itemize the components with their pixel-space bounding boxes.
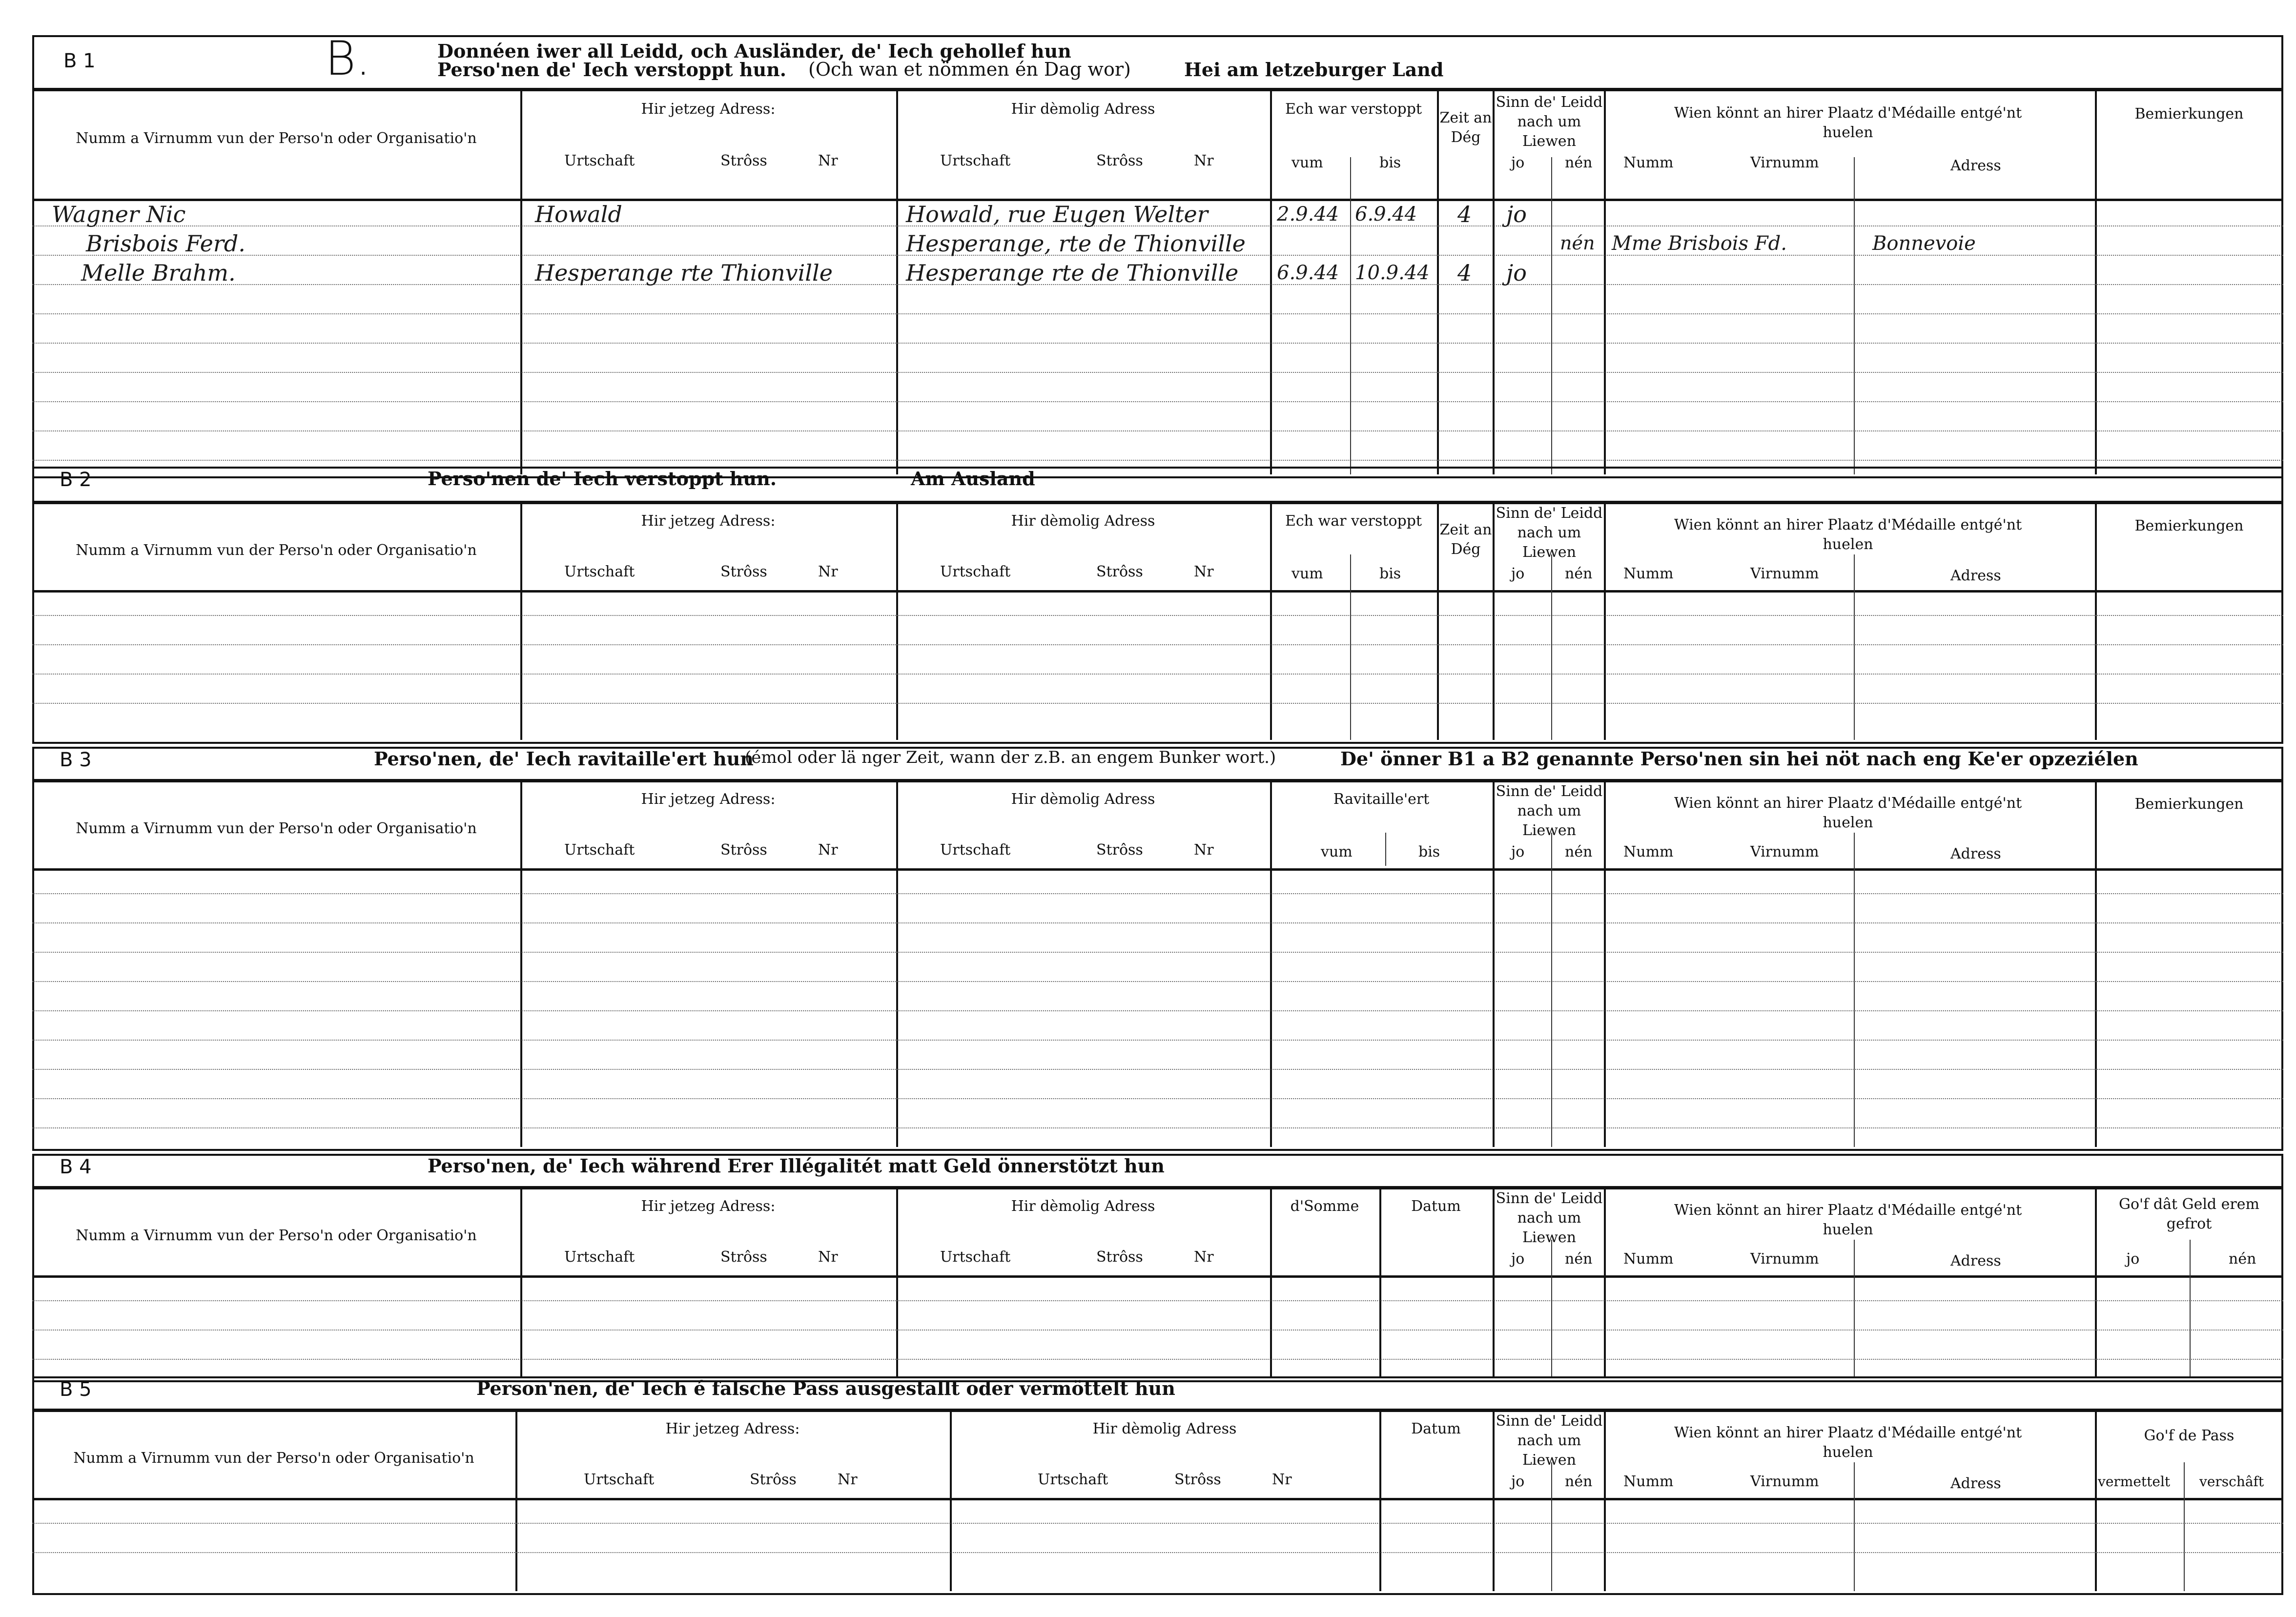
- col-money-header: Go'f dât Geld erem gefrot: [2119, 1196, 2259, 1232]
- table-row-3-yes: jo: [1506, 260, 1527, 286]
- col-medal-name: Numm: [1623, 1250, 1674, 1268]
- col-former-nr: Nr: [1194, 1249, 1214, 1266]
- table-row-3-current: Hesperange rte Thionville: [535, 260, 833, 286]
- col-alive-header: Sinn de' Leidd nach um Liewen: [1496, 1190, 1603, 1246]
- col-alive-header: Sinn de' Leidd nach um Liewen: [1496, 505, 1603, 561]
- table-row-1-current: Howald: [535, 201, 622, 227]
- col-name-header: Numm a Virnumm vun der Perso'n oder Organisatio'n: [76, 542, 477, 559]
- col-former-address-header: Hir dèmolig Adress: [1011, 512, 1155, 530]
- col-former-address-header: Hir dèmolig Adress: [1011, 101, 1155, 118]
- col-days-header: Zeit an Dég: [1439, 521, 1492, 558]
- table-row-1-former: Howald, rue Eugen Welter: [906, 201, 1208, 227]
- col-medal-first: Virnumm: [1750, 1473, 1819, 1490]
- col-supplied-to: bis: [1418, 843, 1440, 860]
- col-supplied-from: vum: [1321, 843, 1353, 860]
- table-row-2-former: Hesperange, rte de Thionville: [906, 230, 1246, 257]
- col-current-place: Urtschaft: [564, 563, 635, 580]
- col-medal-first: Virnumm: [1750, 1250, 1819, 1268]
- table-row-3-name: Melle Brahm.: [81, 260, 236, 286]
- col-date-header: Datum: [1411, 1420, 1461, 1437]
- col-current-place: Urtschaft: [584, 1471, 655, 1488]
- col-medal-address: Adress: [1950, 157, 2001, 174]
- col-medal-header: Wien könnt an hirer Plaatz d'Médaille entgé'nt huelen: [1674, 104, 2022, 141]
- section-code: B 2: [60, 469, 92, 491]
- table-row-3-days: 4: [1457, 260, 1472, 286]
- col-alive-yes: jo: [1511, 1250, 1525, 1268]
- col-current-nr: Nr: [818, 1249, 838, 1266]
- col-sum-header: d'Somme: [1290, 1198, 1359, 1215]
- col-remarks-header: Bemierkungen: [2134, 517, 2244, 534]
- col-name-header: Numm a Virnumm vun der Perso'n oder Organisatio'n: [76, 130, 477, 147]
- col-medal-header: Wien könnt an hirer Plaatz d'Médaille entgé'nt huelen: [1674, 1202, 2022, 1238]
- table-row-3-to: 10.9.44: [1355, 262, 1430, 284]
- table-row-2-name: Brisbois Ferd.: [86, 230, 246, 257]
- col-current-street: Strôss: [720, 1249, 767, 1266]
- col-current-street: Strôss: [720, 563, 767, 580]
- col-former-address-header: Hir dèmolig Adress: [1011, 791, 1155, 808]
- col-current-place: Urtschaft: [564, 841, 635, 859]
- col-remarks-header: Bemierkungen: [2134, 105, 2244, 123]
- section-title-line2c: Hei am letzeburger Land: [1184, 59, 1444, 81]
- col-alive-no: nén: [1565, 154, 1593, 171]
- col-current-nr: Nr: [818, 563, 838, 580]
- table-row-1-to: 6.9.44: [1355, 203, 1417, 225]
- table-row-3-from: 6.9.44: [1277, 262, 1339, 284]
- col-pass-header: Go'f de Pass: [2144, 1427, 2234, 1444]
- col-name-header: Numm a Virnumm vun der Perso'n oder Organisatio'n: [76, 1227, 477, 1244]
- col-supplied-header: Ravitaille'ert: [1333, 791, 1430, 808]
- col-hidden-to: bis: [1379, 565, 1401, 582]
- table-row-2-medal-name: Mme Brisbois Fd.: [1612, 232, 1787, 255]
- col-date-header: Datum: [1411, 1198, 1461, 1215]
- col-hidden-header: Ech war verstoppt: [1285, 101, 1422, 118]
- col-medal-name: Numm: [1623, 1473, 1674, 1490]
- col-former-place: Urtschaft: [940, 1249, 1011, 1266]
- col-name-header: Numm a Virnumm vun der Perso'n oder Organisatio'n: [76, 820, 477, 837]
- col-current-street: Strôss: [720, 841, 767, 859]
- col-medal-first: Virnumm: [1750, 154, 1819, 171]
- col-money-yes: jo: [2126, 1250, 2140, 1268]
- section-title-line2a: Perso'nen de' Iech verstoppt hun.: [437, 59, 786, 81]
- col-hidden-from: vum: [1292, 154, 1323, 171]
- col-medal-name: Numm: [1623, 565, 1674, 582]
- table-row-1-from: 2.9.44: [1277, 203, 1339, 225]
- col-former-address-header: Hir dèmolig Adress: [1011, 1198, 1155, 1215]
- col-medal-name: Numm: [1623, 843, 1674, 860]
- col-former-street: Strôss: [1096, 563, 1143, 580]
- col-alive-header: Sinn de' Leidd nach um Liewen: [1496, 1412, 1603, 1469]
- section-title-a: Perso'nen, de' Iech ravitaille'ert hun: [374, 748, 754, 770]
- col-current-nr: Nr: [818, 841, 838, 859]
- table-row-1-name: Wagner Nic: [52, 201, 186, 227]
- col-medal-address: Adress: [1950, 1252, 2001, 1269]
- col-medal-header: Wien könnt an hirer Plaatz d'Médaille entgé'nt huelen: [1674, 516, 2022, 553]
- section-letter: B.: [325, 31, 371, 86]
- col-remarks-header: Bemierkungen: [2134, 796, 2244, 813]
- section-b2: [32, 467, 2283, 740]
- col-former-nr: Nr: [1194, 841, 1214, 859]
- section-title-c: De' önner B1 a B2 genannte Perso'nen sin hei nöt nach eng Ke'er opzeziélen: [1340, 748, 2138, 770]
- table-row-1-yes: jo: [1506, 201, 1527, 227]
- section-b1: [32, 31, 2283, 474]
- col-alive-header: Sinn de' Leidd nach um Liewen: [1496, 94, 1603, 150]
- section-title: Perso'nen, de' Iech während Erer Illégalitét matt Geld önnerstötzt hun: [428, 1155, 1165, 1177]
- section-title-line1: Donnéen iwer all Leidd, och Ausländer, de' Iech gehollef hun: [437, 40, 1071, 62]
- col-medal-name: Numm: [1623, 154, 1674, 171]
- table-row-3-former: Hesperange rte de Thionville: [906, 260, 1239, 286]
- section-title-line2b: (Och wan et nömmen én Dag wor): [808, 59, 1131, 80]
- col-medal-address: Adress: [1950, 845, 2001, 862]
- col-money-no: nén: [2229, 1250, 2256, 1268]
- section-code: B 4: [60, 1156, 92, 1178]
- col-pass-obtained: verschâft: [2199, 1474, 2264, 1490]
- section-b4: [32, 1154, 2283, 1378]
- col-pass-mediated: vermettelt: [2098, 1474, 2171, 1490]
- section-code: B 5: [60, 1378, 92, 1401]
- col-former-street: Strôss: [1174, 1471, 1221, 1488]
- col-medal-first: Virnumm: [1750, 843, 1819, 860]
- section-title-b: (émol oder lä nger Zeit, wann der z.B. an engem Bunker wort.): [745, 748, 1276, 767]
- section-b3: [32, 747, 2283, 1147]
- col-current-place: Urtschaft: [564, 152, 635, 169]
- col-alive-yes: jo: [1511, 843, 1525, 860]
- section-code: B 3: [60, 749, 92, 771]
- col-medal-header: Wien könnt an hirer Plaatz d'Médaille entgé'nt huelen: [1674, 1424, 2022, 1461]
- section-title: Perso'nen de' Iech verstoppt hun.: [428, 468, 777, 490]
- col-current-address-header: Hir jetzeg Adress:: [665, 1420, 800, 1437]
- col-former-place: Urtschaft: [940, 152, 1011, 169]
- col-name-header: Numm a Virnumm vun der Perso'n oder Organisatio'n: [73, 1450, 474, 1467]
- table-row-2-no: nén: [1560, 232, 1595, 254]
- col-former-street: Strôss: [1096, 152, 1143, 169]
- col-former-address-header: Hir dèmolig Adress: [1092, 1420, 1237, 1437]
- col-hidden-to: bis: [1379, 154, 1401, 171]
- col-hidden-header: Ech war verstoppt: [1285, 512, 1422, 530]
- col-alive-yes: jo: [1511, 154, 1525, 171]
- col-former-nr: Nr: [1194, 563, 1214, 580]
- col-current-address-header: Hir jetzeg Adress:: [641, 512, 776, 530]
- col-alive-no: nén: [1565, 565, 1593, 582]
- section-code: B 1: [63, 50, 96, 72]
- table-row-2-medal-address: Bonnevoie: [1872, 232, 1976, 255]
- col-medal-address: Adress: [1950, 567, 2001, 584]
- col-medal-address: Adress: [1950, 1475, 2001, 1492]
- col-alive-yes: jo: [1511, 1473, 1525, 1490]
- col-current-street: Strôss: [750, 1471, 797, 1488]
- section-title: Person'nen, de' Iech é falsche Pass ausgestallt oder vermöttelt hun: [476, 1377, 1175, 1399]
- section-b5: [32, 1376, 2283, 1591]
- col-medal-first: Virnumm: [1750, 565, 1819, 582]
- col-former-place: Urtschaft: [940, 841, 1011, 859]
- col-former-street: Strôss: [1096, 841, 1143, 859]
- col-alive-no: nén: [1565, 1473, 1593, 1490]
- col-current-nr: Nr: [838, 1471, 858, 1488]
- col-alive-no: nén: [1565, 1250, 1593, 1268]
- col-current-nr: Nr: [818, 152, 838, 169]
- col-current-address-header: Hir jetzeg Adress:: [641, 101, 776, 118]
- col-former-nr: Nr: [1194, 152, 1214, 169]
- col-current-street: Strôss: [720, 152, 767, 169]
- col-hidden-from: vum: [1292, 565, 1323, 582]
- col-former-street: Strôss: [1096, 1249, 1143, 1266]
- col-days-header: Zeit an Dég: [1439, 109, 1492, 146]
- col-alive-no: nén: [1565, 843, 1593, 860]
- col-former-nr: Nr: [1272, 1471, 1292, 1488]
- col-alive-header: Sinn de' Leidd nach um Liewen: [1496, 783, 1603, 839]
- col-former-place: Urtschaft: [940, 563, 1011, 580]
- section-title-b: Am Ausland: [911, 468, 1035, 490]
- col-current-address-header: Hir jetzeg Adress:: [641, 791, 776, 808]
- col-alive-yes: jo: [1511, 565, 1525, 582]
- col-current-address-header: Hir jetzeg Adress:: [641, 1198, 776, 1215]
- col-current-place: Urtschaft: [564, 1249, 635, 1266]
- col-former-place: Urtschaft: [1038, 1471, 1108, 1488]
- table-row-1-days: 4: [1457, 201, 1472, 227]
- col-medal-header: Wien könnt an hirer Plaatz d'Médaille entgé'nt huelen: [1674, 795, 2022, 831]
